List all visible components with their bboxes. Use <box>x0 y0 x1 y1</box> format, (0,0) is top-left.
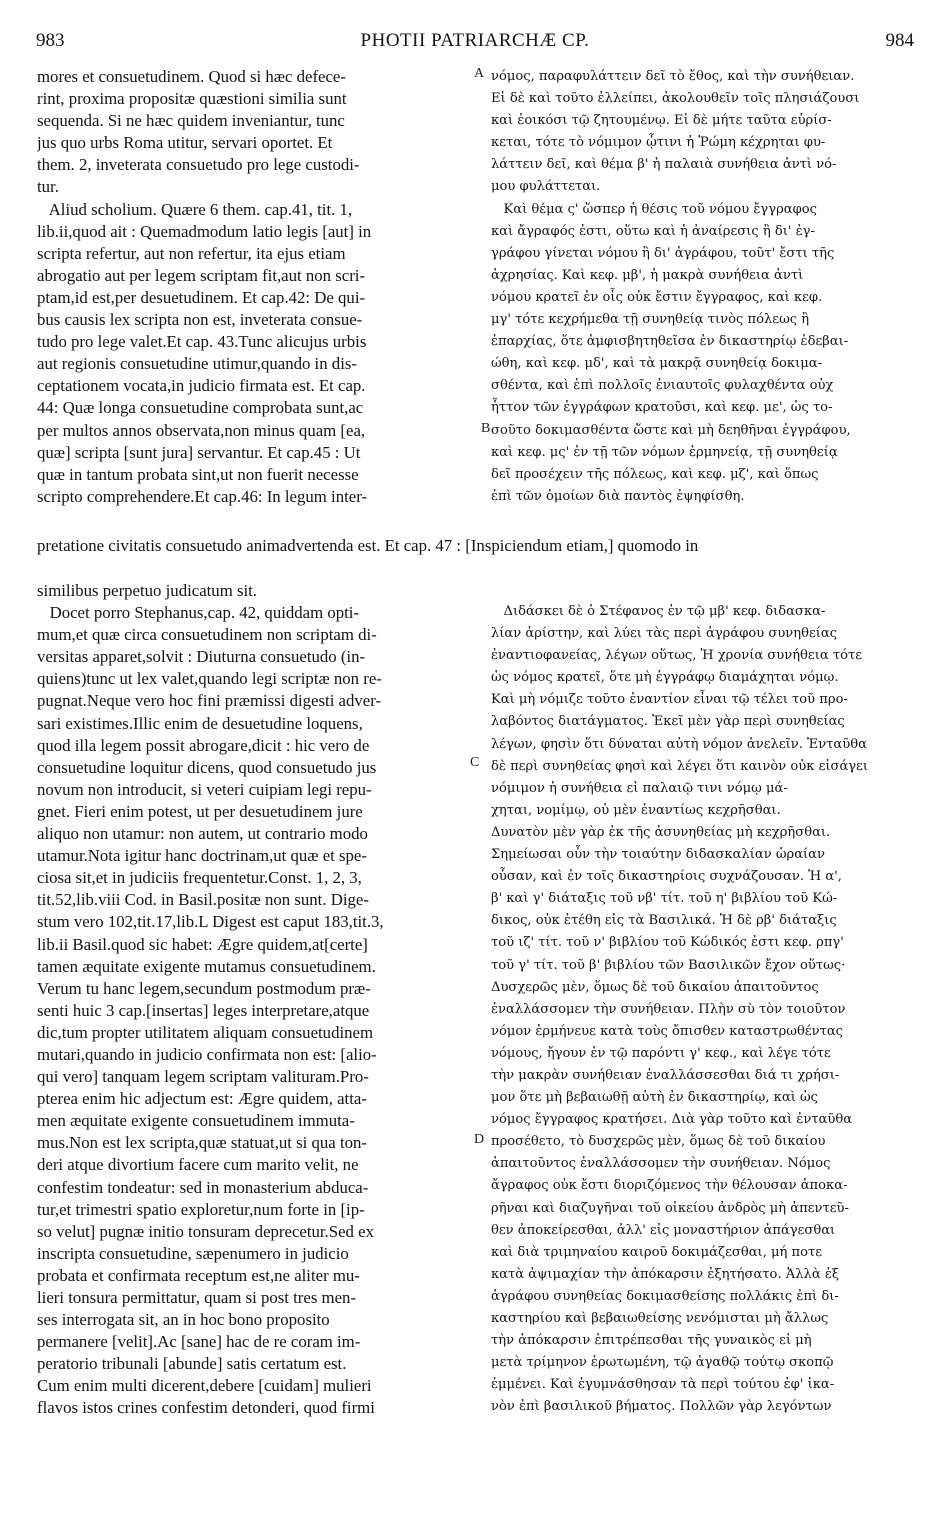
text-line: quod illa legem possit abrogare,dicit : hic vero de <box>37 735 370 755</box>
text-line: utamur.Nota igitur hanc doctrinam,ut quæ et spe- <box>37 846 367 866</box>
text-line: ἐμμένει. Καὶ ἐγυμνάσθησαν τὰ περὶ τούτου ἐφ' ἱκα- <box>491 1377 835 1393</box>
text-line: similibus perpetuo judicatum sit. <box>37 581 257 600</box>
margin-letter-c: C <box>470 755 480 770</box>
text-line: 44: Quæ longa consuetudine comprobata sunt,ac <box>37 398 364 418</box>
text-line: mus.Non est lex scripta,quæ statuat,ut si qua ton- <box>37 1133 367 1153</box>
text-line: κατὰ ἀψιμαχίαν τὴν ἀπόκαρσιν ἐξητήσατο. Ἀλλὰ ἐξ <box>491 1266 840 1282</box>
margin-letter-a: A <box>474 66 485 81</box>
text-line: οὖσαν, καὶ ἐν τοῖς δικαστηρίοις συχνάζουσαν. Ἡ α', <box>491 869 842 885</box>
text-line: νόμους, ἤγουν ἐν τῷ παρόντι γ' κεφ., καὶ λέγε τότε <box>491 1045 831 1061</box>
text-line: θεν ἀποκείρεσθαι, ἀλλ' εἰς μοναστήριον ἀπάγεσθαι <box>491 1222 836 1238</box>
text-line: lib.ii Basil.quod sic habet: Ægre quidem,at[certe] <box>37 934 368 954</box>
text-line: ἀχρησίας. Καὶ κεφ. μβ', ἡ μακρὰ συνήθεια ἀντὶ <box>491 267 804 283</box>
text-line: ciosa sit,et in judiciis frequentetur.Const. 1, 2, 3, <box>37 868 362 888</box>
text-line: aliquo non utamur: non autem, ut contrario modo <box>37 824 368 844</box>
text-line: bus causis lex scripta non est, inveterata consue- <box>37 310 363 330</box>
text-line: σθέντα, καὶ ἐπὶ πολλοῖς ἐνιαυτοῖς φυλαχθέντα οὐχ <box>491 378 834 394</box>
text-line: permanere [velit].Ac [sane] hac de re coram im- <box>37 1332 361 1352</box>
text-line: μετὰ τρίμηνον ἐρωτωμένη, τῷ ἀγαθῷ τούτῳ σκοπῷ <box>491 1355 834 1371</box>
text-line: Cum enim multi dicerent,debere [cuidam] mulieri <box>37 1376 372 1396</box>
text-line: novum non introducit, si veteri cuipiam legi repu- <box>37 779 372 799</box>
text-line: Σημείωσαι οὖν τὴν τοιαύτην διδασκαλίαν ὡραίαν <box>491 847 825 863</box>
text-line: τοῦ ιζ' τίτ. τοῦ ν' βιβλίου τοῦ Κώδικός ἐστι κεφ. ρπγ' <box>491 935 844 951</box>
text-line: δὲ περὶ συνηθείας φησὶ καὶ λέγει ὅτι καινὸν οὐκ εἰσάγει <box>491 758 869 774</box>
margin-letter-d: D <box>474 1132 485 1147</box>
text-line: μγ' τότε κεχρήμεθα τῇ συνηθείᾳ τινὸς πόλεως ἢ <box>491 312 810 328</box>
text-line: tur,et trimestri spatio exploretur,num forte in [ip- <box>37 1199 365 1219</box>
text-line: quæ in tantum probata sint,ut non fuerit necesse <box>37 464 359 484</box>
text-line: scripto comprehendere.Et cap.46: In legum inter- <box>37 486 368 506</box>
text-line: Verum tu hanc legem,secundum postmodum præ- <box>37 978 371 998</box>
text-line: quiens)tunc ut lex valet,quando legi scriptæ non re- <box>37 669 382 689</box>
text-line: them. 2, inveterata consuetudo pro lege custodi- <box>37 155 360 175</box>
text-line: mutari,quando in judicio confirmata non est: [alio- <box>37 1044 377 1064</box>
text-line: versitas apparet,solvit : Diuturna consuetudo (in- <box>37 647 366 667</box>
latin-column-top <box>37 66 489 566</box>
text-line: Διδάσκει δὲ ὁ Στέφανος ἐν τῷ μβ' κεφ. διδασκα- <box>491 604 826 619</box>
text-line: καστηρίου καὶ βεβαιωθείσης νενόμισται μὴ ἄλλως <box>491 1311 829 1326</box>
text-line: τὴν μακρὰν συνήθειαν ἐναλλάσσεσθαι διά τι χρήσι- <box>491 1067 840 1083</box>
text-line: μου φυλάττεται. <box>491 179 601 195</box>
text-line: Καὶ θέμα ς' ὥσπερ ἡ θέσις τοῦ νόμου ἔγγραφος <box>491 201 817 217</box>
text-line: so velut] pugnæ initio tonsuram deprecetur.Sed ex <box>37 1221 374 1241</box>
text-line: ὡς νόμος κρατεῖ, ὅτε μὴ ἐγγράφῳ διαμάχηται νόμῳ. <box>491 670 839 686</box>
text-line: jus quo urbs Roma utitur, servari oportet. Et <box>37 133 333 153</box>
text-line: ἐναντιοφανείας, λέγων οὕτως, Ἡ χρονία συνήθεια τότε <box>491 648 862 664</box>
text-line: ἀγράφου συνηθείας δοκιμασθείσης πολλάκις ἐπὶ δι- <box>491 1288 839 1304</box>
text-line: ἐναλλάσσομεν τὴν συνήθειαν. Πλὴν σὺ τὸν τοιοῦτον <box>491 1001 846 1017</box>
text-line: lib.ii,quod ait : Quemadmodum latio legis [aut] in <box>37 221 372 241</box>
text-line: rint, proxima propositæ quæstioni similia sunt <box>37 89 347 109</box>
text-line: abrogatio aut per legem scriptam fit,aut non scri- <box>37 265 366 285</box>
text-line: probata et confirmata receptum est,ne aliter mu- <box>37 1265 360 1285</box>
text-line: προσέθετο, τὸ δυσχερῶς μὲν, ὅμως δὲ τοῦ δικαίου <box>491 1134 826 1150</box>
greek-column-top <box>491 66 921 530</box>
full-width-line: pretatione civitatis consuetudo animadvertenda est. Et cap. 47 : [Inspiciendum etiam,] quomodo in <box>37 536 699 555</box>
text-line: καὶ ἄγραφός ἐστι, οὕτω καὶ ἡ ἀναίρεσις ἢ δι' ἐγ- <box>491 223 815 239</box>
text-line: νόμιμον ἡ συνήθεια εἰ παλαιῷ τινι νόμῳ μά- <box>491 780 788 796</box>
text-line: κεται, τότε τὸ νόμιμον ᾧτινι ἡ Ῥώμη κέχρηται φυ- <box>491 135 826 151</box>
text-line: γράφου γίνεται νόμου ἢ δι' ἀγράφου, τοῦτ' ἔστι τῆς <box>491 245 835 261</box>
text-line: λίαν ἀρίστην, καὶ λύει τὰς περὶ ἀγράφου συνηθείας <box>491 626 838 642</box>
text-line: dic,tum propter utilitatem aliquam consuetudinem <box>37 1022 374 1042</box>
text-line: λάττειν δεῖ, καὶ θέμα β' ἡ παλαιὰ συνήθεια ἀντὶ νό- <box>491 157 837 173</box>
text-line: τοῦ γ' τίτ. τοῦ β' βιβλίου τῶν Βασιλικῶν ἔχον οὕτως· <box>491 957 846 973</box>
text-line: νόμος ἔγγραφος κρατήσει. Διὰ γὰρ τοῦτο καὶ ἐνταῦθα <box>491 1112 853 1128</box>
text-line: β' καὶ γ' διάταξις τοῦ νβ' τίτ. τοῦ η' βιβλίου τοῦ Κώ- <box>491 891 838 907</box>
page-number-left: 983 <box>36 30 65 51</box>
text-line: aut regionis consuetudine utimur,quando in dis- <box>37 354 357 374</box>
text-line: Καὶ μὴ νόμιζε τοῦτο ἐναντίον εἶναι τῷ τέλει τοῦ προ- <box>491 692 848 708</box>
text-line: gnet. Fieri enim potest, ut per desuetudinem jure <box>37 801 363 821</box>
text-line: mores et consuetudinem. Quod si hæc defece- <box>37 67 346 86</box>
text-line: inscripta consuetudine, sæpenumero in judicio <box>37 1243 349 1263</box>
text-line: ἀπαιτοῦντος ἐναλλάσσομεν τὴν συνήθειαν. Νόμος <box>491 1156 831 1172</box>
text-line: σοῦτο δοκιμασθέντα ὥστε καὶ μὴ δεηθῆναι ἐγγράφου, <box>491 422 851 438</box>
text-line: λέγων, φησὶν ὅτι δύναται αὐτὴ νόμον ἀνελεῖν. Ἐνταῦθα <box>491 736 867 752</box>
text-line: tudo pro lege valet.Et cap. 43.Tunc alicujus urbis <box>37 332 367 352</box>
text-line: νόμον ἑρμήνευε κατὰ τοὺς ὄπισθεν καταστρωθέντας <box>491 1023 844 1039</box>
text-line: Aliud scholium. Quære 6 them. cap.41, tit. 1, <box>37 199 353 219</box>
text-line: per multos annos observata,non minus quam [ea, <box>37 420 366 440</box>
text-line: καὶ διὰ τριμηναίου καιροῦ δοκιμάζεσθαι, μή ποτε <box>491 1244 823 1260</box>
text-line: men æquitate exigente consuetudinem immuta- <box>37 1111 355 1131</box>
text-line: δεῖ προσέχειν τῆς πόλεως, καὶ κεφ. μζ', καὶ ὅπως <box>491 466 819 482</box>
text-line: pterea enim hic adjectum est: Ægre quidem, atta- <box>37 1089 367 1109</box>
text-line: ἐπαρχίας, ὅτε ἀμφισβητηθεῖσα ἐν δικαστηρίῳ ἐδεβαι- <box>491 334 849 350</box>
text-line: ἐπὶ τῶν ὁμοίων διὰ παντὸς ἐψηφίσθη. <box>491 488 745 504</box>
running-title: PHOTII PATRIARCHÆ CP. <box>360 30 590 51</box>
text-line: senti huic 3 cap.[insertas] leges interpretare,atque <box>37 1000 370 1020</box>
text-line: νόμου κρατεῖ ἐν οἷς οὐκ ἔστιν ἔγγραφος, καὶ κεφ. <box>491 289 823 305</box>
text-line: καὶ κεφ. μς' ἐν τῇ τῶν νόμων ἑρμηνείᾳ, τῇ συνηθείᾳ <box>491 444 838 460</box>
text-line: ἧττον τῶν ἐγγράφων κρατοῦσι, καὶ κεφ. με', ὡς το- <box>491 400 833 416</box>
text-line: νὸν ἐπὶ βασιλικοῦ βήματος. Πολλῶν γὰρ λεγόντων <box>491 1399 832 1415</box>
page-header <box>36 30 914 56</box>
text-line: pugnat.Neque vero hoc fini præmissi digesti adver- <box>37 691 382 711</box>
margin-letter-b: B <box>481 421 491 436</box>
text-line: sari existimes.Illic enim de desuetudine loquens, <box>37 713 363 733</box>
text-line: ώθη, καὶ κεφ. μδ', καὶ τὰ μακρᾷ συνηθείᾳ δοκιμα- <box>491 356 823 372</box>
text-line: δικος, οὐκ ἐτέθη εἰς τὰ Βασιλικά. Ἡ δὲ ρβ' διάταξις <box>491 913 837 929</box>
text-line: μον ὅτε μὴ βεβαιωθῇ αὐτὴ ἐν δικαστηρίῳ, καὶ ὡς <box>491 1090 819 1106</box>
text-line: tamen æquitate exigente mutamus consuetudinem. <box>37 956 376 976</box>
text-line: flavos istos crines confestim detonderi, quod firmi <box>37 1398 375 1418</box>
text-line: ptam,id est,per desuetudinem. Et cap.42: De qui- <box>37 287 366 307</box>
text-line: mum,et quæ circa consuetudinem non scriptam di- <box>37 625 377 645</box>
page-number-right: 984 <box>885 30 914 51</box>
text-line: νόμος, παραφυλάττειν δεῖ τὸ ἔθος, καὶ τὴν συνήθειαν. <box>491 69 855 84</box>
text-line: deri atque divortium facere cum marito velit, ne <box>37 1155 359 1175</box>
text-line: Δυσχερῶς μὲν, ὅμως δὲ τοῦ δικαίου ἀπαιτοῦντος <box>491 979 819 995</box>
text-line: ρῆναι καὶ διαζυγῆναι τοῦ οἰκείου ἀνδρὸς μὴ ἀπεντεῦ- <box>491 1200 849 1216</box>
text-line: consuetudine loquitur dicens, quod consuetudo jus <box>37 757 377 777</box>
text-line: sequenda. Si ne hæc quidem inveniantur, tunc <box>37 111 345 131</box>
text-line: lieri tonsura permittatur, quam si post tres men- <box>37 1288 357 1307</box>
text-line: ceptationem vocata,in judicio firmata est. Et cap. <box>37 376 366 396</box>
text-line: τὴν ἀπόκαρσιν ἐπιτρέπεσθαι τῆς γυναικὸς εἰ μὴ <box>491 1333 812 1349</box>
greek-column-bottom <box>491 601 921 1531</box>
text-line: qui vero] tanquam legem scriptam valituram.Pro- <box>37 1067 369 1087</box>
text-line: confestim tondeatur: sed in monasterium abduca- <box>37 1177 369 1197</box>
text-line: λαβόντος διατάγματος. Ἐκεῖ μὲν γὰρ περὶ συνηθείας <box>491 714 845 730</box>
text-line: Εἰ δὲ καὶ τοῦτο ἐλλείπει, ἀκολουθεῖν τοῖς πλησιάζουσι <box>491 91 860 107</box>
text-line: χηται, νομίμῳ, οὐ μὲν ἐναντίως κεχρῆσθαι. <box>491 802 781 818</box>
text-line: Docet porro Stephanus,cap. 42, quiddam opti- <box>37 603 360 623</box>
text-line: tur. <box>37 177 59 197</box>
text-line: peratorio tribunali [abunde] satis certatum est. <box>37 1354 347 1374</box>
text-line: scripta refertur, aut non refertur, ita ejus etiam <box>37 243 346 263</box>
text-line: ἄγραφος οὐκ ἔστι διοριζόμενος τὴν θέλουσαν ἀποκα- <box>491 1178 848 1194</box>
text-line: καὶ ἐοικόσι τῷ ζητουμένῳ. Εἰ δὲ μήτε ταῦτα εὑρίσ- <box>491 113 832 129</box>
text-line: quæ] scripta [sunt jura] servantur. Et cap.45 : Ut <box>37 442 361 462</box>
text-line: tit.52,lib.viii Cod. in Basil.positæ non sunt. Dige- <box>37 890 369 910</box>
text-line: stum vero 102,tit.17,lib.L Digest est caput 183,tit.3, <box>37 912 384 932</box>
latin-column-bottom <box>37 580 489 1530</box>
text-line: Δυνατὸν μὲν γὰρ ἐκ τῆς ἀσυνηθείας μὴ κεχρῆσθαι. <box>491 824 831 840</box>
text-line: ses interrogata sit, an in hoc bono proposito <box>37 1310 330 1330</box>
